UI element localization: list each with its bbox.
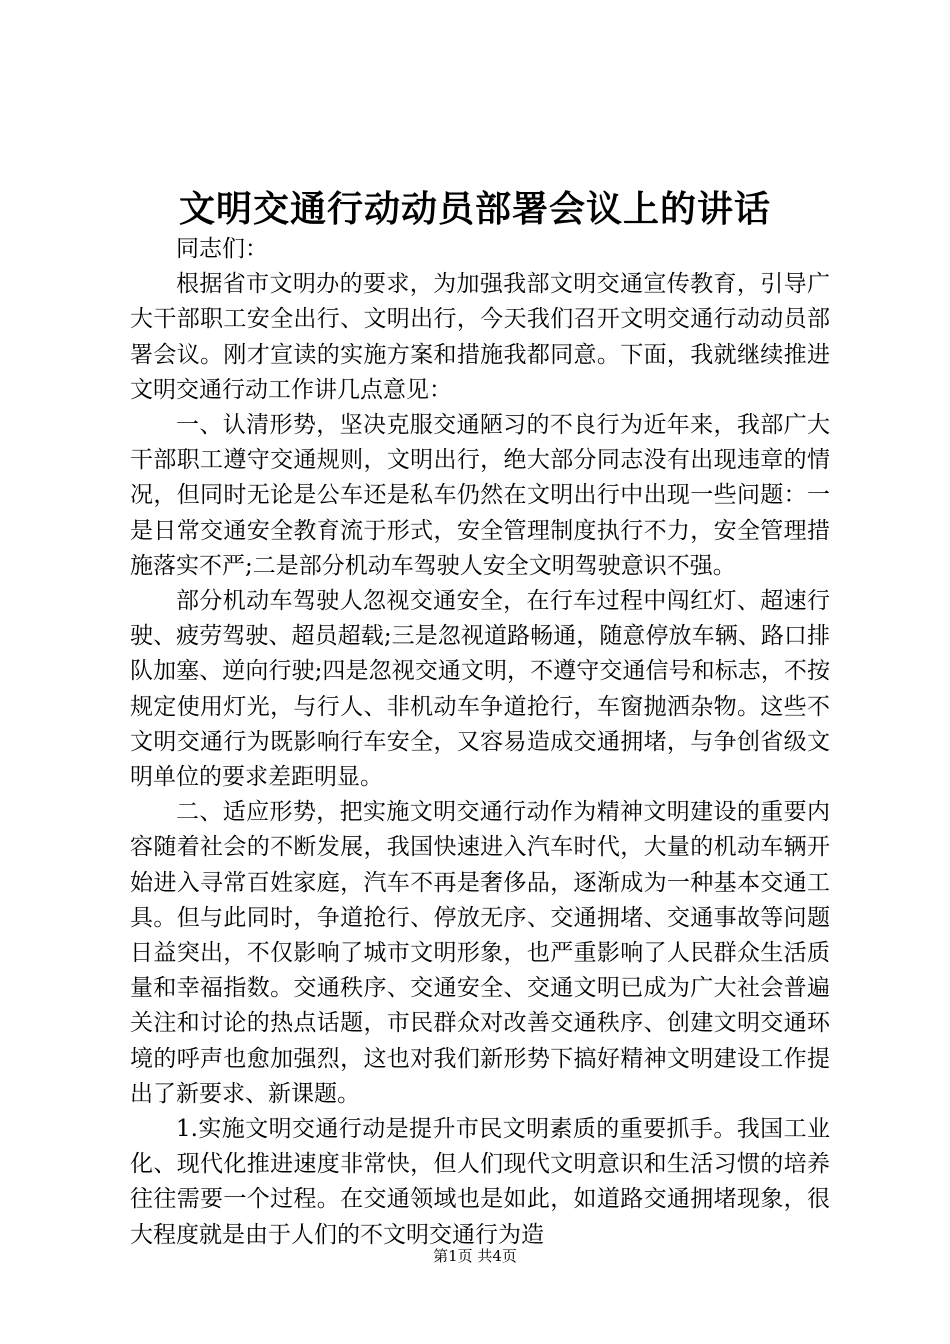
page-footer: 第1页 共4页 — [433, 1247, 517, 1265]
body-paragraph: 部分机动车驾驶人忽视交通安全，在行车过程中闯红灯、超速行驶、疲劳驾驶、超员超载;三是忽视道路畅通，随意停放车辆、路口排队加塞、逆向行驶;四是忽视交通文明，不遵守交通信号和标志，不按规定使用灯光，与行人、非机动车争道抢行，车窗抛洒杂物。这些不文明交通行为既影响行车安全，又容易造成交通拥堵，与争创省级文明单位的要求差距明显。 — [130, 588, 830, 791]
document-body — [130, 232, 830, 1253]
body-paragraph: 根据省市文明办的要求，为加强我部文明交通宣传教育，引导广大干部职工安全出行、文明出行，今天我们召开文明交通行动动员部署会议。刚才宣读的实施方案和措施我都同意。下面，我就继续推进文明交通行动工作讲几点意见： — [130, 271, 830, 403]
document-title: 文明交通行动动员部署会议上的讲话 — [178, 188, 771, 230]
body-paragraph: 1.实施文明交通行动是提升市民文明素质的重要抓手。我国工业化、现代化推进速度非常快，但人们现代文明意识和生活习惯的培养往往需要一个过程。在交通领域也是如此，如道路交通拥堵现象，很大程度就是由于人们的不文明交通行为造 — [130, 1116, 830, 1248]
body-paragraph: 一、认清形势，坚决克服交通陋习的不良行为近年来，我部广大干部职工遵守交通规则，文明出行，绝大部分同志没有出现违章的情况，但同时无论是公车还是私车仍然在文明出行中出现一些问题：一是日常交通安全教育流于形式，安全管理制度执行不力，安全管理措施落实不严;二是部分机动车驾驶人安全文明驾驶意识不强。 — [130, 412, 830, 579]
body-paragraph: 二、适应形势，把实施文明交通行动作为精神文明建设的重要内容随着社会的不断发展，我国快速进入汽车时代，大量的机动车辆开始进入寻常百姓家庭，汽车不再是奢侈品，逐渐成为一种基本交通工具。但与此同时，争道抢行、停放无序、交通拥堵、交通事故等问题日益突出，不仅影响了城市文明形象，也严重影响了人民群众生活质量和幸福指数。交通秩序、交通安全、交通文明已成为广大社会普遍关注和讨论的热点话题，市民群众对改善交通秩序、创建文明交通环境的呼声也愈加强烈，这也对我们新形势下搞好精神文明建设工作提出了新要求、新课题。 — [130, 799, 830, 1107]
salutation-paragraph: 同志们： — [176, 236, 268, 262]
